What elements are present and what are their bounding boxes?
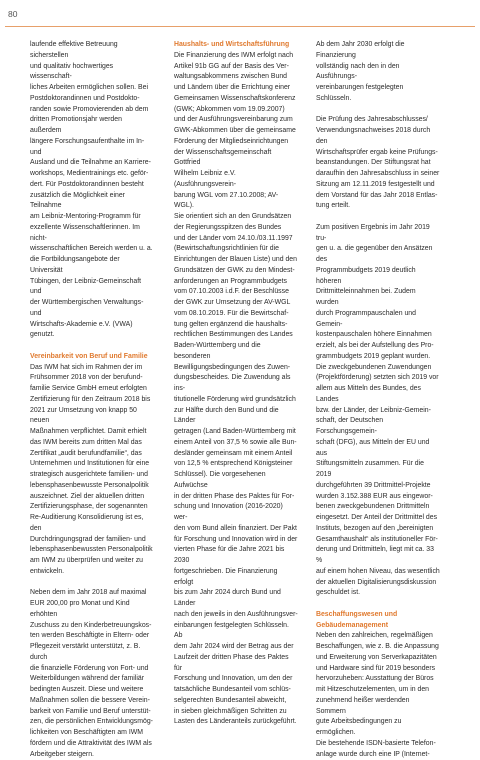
text-column-1 — [30, 40, 154, 760]
paragraph-gap — [316, 105, 440, 116]
paragraph-gap — [30, 341, 154, 352]
paragraph-gap — [316, 599, 440, 610]
paragraph: Neben den zahlreichen, regelmäßigen Beschaffungen, wie z. B. die Anpassung und Erweiterung von Serverkapazitäten und Hardware sind für 2019 besonders hervorzuheben: Ausstattung der Büros mit Hitzeschutzelementen, um in den zunehmend heißer werdenden Sommern gute Arbeitsbedingungen zu ermöglichen. Die bestehende ISDN-basierte Telefon- anlage wurde durch eine IP (Internet- — [316, 632, 439, 758]
section-heading-vereinbarkeit: Vereinbarkeit von Beruf und Familie — [30, 352, 148, 360]
section-heading-haushalt: Haushalts- und Wirtschaftsführung — [174, 41, 290, 48]
paragraph-gap — [316, 212, 440, 223]
paragraph: Ab dem Jahr 2030 erfolgt die Finanzierung vollständig nach den in den Ausführungs- vereinbarungen festgelegten Schlüsseln. — [316, 41, 405, 102]
paragraph: Die Prüfung des Jahresabschlusses/ Verwendungsnachweises 2018 durch den Wirtschaftsprüfer ergab keine Prüfungs- beanstandungen. Der Stiftungsrat hat daraufhin den Jahresabschluss in seiner Sitzung am 12.11.2019 festgestellt und dem Vorstand für das Jahr 2018 Entlas- tung erteilt. — [316, 116, 440, 210]
paragraph-gap — [30, 578, 154, 589]
text-column-2 — [174, 40, 298, 728]
paragraph: laufende effektive Betreuung sicherstellen und qualitativ hochwertiges wissenschaft- liches Arbeiten ermöglichen sollen. Bei Postdoktorandinnen und Postdokto- randen sowie Promovierenden ab dem dritten Promotionsjahr werden außerdem längere Forschungsaufenthalte im In- und Ausland und die Teilnahme an Karriere- workshops, Medientrainings etc. geför- dert. Für Postdoktorandinnen besteht zusätzlich die Möglichkeit einer Teilnahme am Leibniz-Mentoring-Programm für exzellente Wissenschaftlerinnen. Im nicht- wissenschaftlichen Bereich werden u. a. die Fortbildungsangebote der Universität Tübingen, der Leibniz-Gemeinschaft und der Württembergischen Verwaltungs- und Wirtschafts-Akademie e.V. (VWA) genutzt. — [30, 41, 153, 339]
page-number: 80 — [8, 9, 18, 19]
text-column-3 — [316, 40, 440, 760]
paragraph: Die Finanzierung des IWM erfolgt nach Artikel 91b GG auf der Basis des Ver- waltungsabkommens zwischen Bund und Ländern über die Errichtung einer Gemeinsamen Wissenschaftskonferenz (GWK; Abkommen vom 19.09.2007) und der Ausführungsvereinbarung zum GWK-Abkommen über die gemeinsame Förderung der Mitgliedseinrichtungen der Wissenschaftsgemeinschaft Gottfried Wilhelm Leibniz e.V. (Ausführungsverein- barung WGL vom 27.10.2008; AV-WGL). Sie orientiert sich an den Grundsätzen der Regierungsspitzen des Bundes und der Länder vom 24.10./03.11.1997 (Bewirtschaftungsrichtlinien für die Einrichtungen der Blauen Liste) und den Grundsätzen der GWK zu den Mindest- anforderungen an Programmbudgets vom 07.10.2003 i.d.F. der Beschlüsse der GWK zur Umsetzung der AV-WGL vom 08.10.2019. Für die Bewirtschaf- tung gelten ergänzend die haushalts- rechtlichen Bestimmungen des Landes Baden-Württemberg und die besonderen Bewilligungsbedingungen des Zuwen- dungsbescheides. Die Zuwendung als ins- titutionelle Förderung wird grundsätzlich zur Hälfte durch den Bund und die Länder getragen (Land Baden-Württemberg mit einem Anteil von 37,5 % sowie alle Bun- desländer gemeinsam mit einem Anteil von 12,5 % entsprechend Königsteiner Schlüssel). Die vorgesehenen Aufwüchse in der dritten Phase des Paktes für For- schung und Innovation (2016-2020) wer- den vom Bund allein finanziert. Der Pakt für Forschung und Innovation wird in der vierten Phase für die Jahre 2021 bis 2030 fortgeschrieben. Die Finanzierung erfolgt bis zum Jahr 2024 durch Bund und Länder nach den jeweils in den Ausführungsver- einbarungen festgelegten Schlüsseln. Ab dem Jahr 2024 wird der Betrag aus der Laufzeit der dritten Phase des Paktes für Forschung und Innovation, um den der tatsächliche Bundesanteil vom schlüs- selgerechten Bundesanteil abweicht, in sieben gleichmäßigen Schritten zu Lasten des Länderanteils zurückgeführt. — [174, 51, 298, 726]
header-rule — [5, 26, 475, 27]
paragraph: Zum positiven Ergebnis im Jahr 2019 tru- gen u. a. die gegenüber den Ansätzen des Programmbudgets 2019 deutlich höheren Drittmitteleinnahmen bei. Zudem wurden durch Programmpauschalen und Gemein- kostenpauschalen höhere Einnahmen erzielt, als bei der Aufstellung des Pro- grammbudgets 2019 geplant wurden. Die zweckgebundenen Zuwendungen (Projektförderung) setzten sich 2019 vor allem aus Mitteln des Bundes, des Landes bzw. der Länder, der Leibniz-Gemein- schaft, der Deutschen Forschungsgemein- schaft (DFG), aus Mitteln der EU und aus Stiftungsmitteln zusammen. Für die 2019 durchgeführten 39 Drittmittel-Projekte wurden 3.152.388 EUR aus eingewor- benen zweckgebundenen Drittmitteln eingesetzt. Der Anteil der Drittmittel des Instituts, bezogen auf den „bereinigten Gesamthaushalt“ als institutioneller För- derung und Drittmitteln, liegt mit ca. 33 % auf einem hohen Niveau, das wesentlich der aktuellen Digitalisierungsdiskussion geschuldet ist. — [316, 223, 440, 597]
section-heading-beschaffung: Beschaffungswesen und Gebäudemanagement — [316, 610, 398, 629]
paragraph: Das IWM hat sich im Rahmen der im Frühsommer 2018 von der berufund- familie Service GmbH erneut erfolgten Zertifizierung für den Zeitraum 2018 bis 2021 zur Umsetzung von knapp 50 neuen Maßnahmen verpflichtet. Damit erhielt das IWM bereits zum dritten Mal das Zertifikat „audit berufundfamilie“, das Unternehmen und Institutionen für eine strategisch ausgerichtete familien- und lebensphasenbewusste Personalpolitik auszeichnet. Ziel der aktuellen dritten Zertifizierungsphase, der sogenannten Re-Auditierung Konsolidierung ist es, den Durchdringungsgrad der familien- und lebensphasenbewussten Personalpolitik am IWM zu überprüfen und weiter zu entwickeln. — [30, 363, 153, 575]
paragraph: Neben dem im Jahr 2018 auf maximal EUR 200,00 pro Monat und Kind erhöhten Zuschuss zu den Kinderbetreuungskos- ten werden Beschäftigte in Eltern- oder Pflegezeit verstärkt unterstützt, z. B. durch die finanzielle Förderung von Fort- und Weiterbildungen während der familiär bedingten Auszeit. Diese und weitere Maßnahmen sollen die bessere Verein- barkeit von Familie und Beruf unterstüt- zen, die persönlichen Entwicklungsmög- lichkeiten von Beschäftigten am IWM fördern und die Attraktivität des IWM als Arbeitgeber steigern. — [30, 589, 153, 758]
